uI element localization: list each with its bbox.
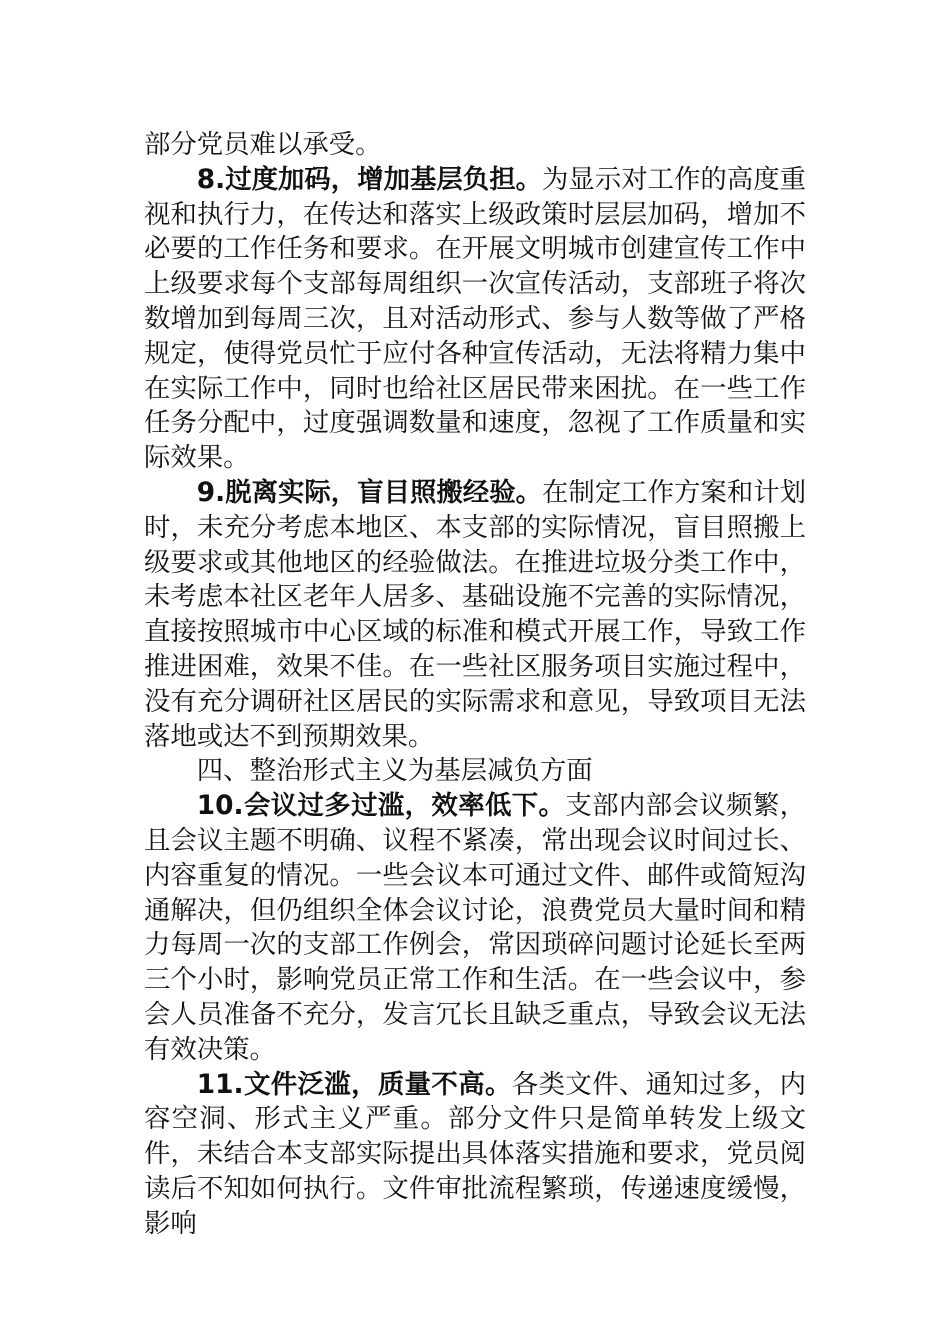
paragraph-text: 为显示对工作的高度重视和执行力，在传达和落实上级政策时层层加码，增加不必要的工作任务和要求。在开展文明城市创建宣传工作中上级要求每个支部每周组织一次宣传活动，支部班子将次数增加到每周三次，且对活动形式、参与人数等做了严格规定，使得党员忙于应付各种宣传活动，无法将精力集中在实际工作中，同时也给社区居民带来困扰。在一些工作任务分配中，过度强调数量和速度，忽视了工作质量和实际效果。 [144, 163, 807, 474]
paragraph-continuation [144, 128, 806, 163]
paragraph-text: 各类文件、通知过多，内容空洞、形式主义严重。部分文件只是简单转发上级文件，未结合本支部实际提出具体落实措施和要求，党员阅读后不知如何执行。文件审批流程繁琐，传递速度缓慢，影响 [144, 1068, 807, 1239]
section-heading [144, 754, 806, 789]
paragraph-text: 支部内部会议频繁，且会议主题不明确、议程不紧凑，常出现会议时间过长、内容重复的情况。一些会议本可通过文件、邮件或简短沟通解决，但仍组织全体会议讨论，浪费党员大量时间和精力每周一次的支部工作例会，常因琐碎问题讨论延长至两三个小时，影响党员正常工作和生活。在一些会议中，参会人员准备不充分，发言冗长且缺乏重点，导致会议无法有效决策。 [144, 790, 807, 1065]
paragraph-lead-heading: 8.过度加码，增加基层负担。 [196, 163, 543, 195]
paragraph-text: 部分党员难以承受。 [144, 129, 382, 160]
section-heading-text: 四、整治形式主义为基层减负方面 [196, 755, 593, 787]
paragraph-lead-heading: 9.脱离实际，盲目照搬经验。 [196, 476, 543, 508]
paragraph-item-10 [144, 789, 806, 1067]
paragraph-item-9 [144, 476, 806, 754]
paragraph-lead-heading: 11.文件泛滥，质量不高。 [196, 1068, 512, 1100]
paragraph-text: 在制定工作方案和计划时，未充分考虑本地区、本支部的实际情况，盲目照搬上级要求或其他地区的经验做法。在推进垃圾分类工作中，未考虑本社区老年人居多、基础设施不完善的实际情况，直接按照城市中心区域的标准和模式开展工作，导致工作推进困难，效果不佳。在一些社区服务项目实施过程中，没有充分调研社区居民的实际需求和意见，导致项目无法落地或达不到预期效果。 [144, 476, 807, 752]
paragraph-item-11 [144, 1068, 806, 1242]
paragraph-item-8 [144, 163, 806, 476]
document-body [144, 128, 806, 1242]
paragraph-lead-heading: 10.会议过多过滥，效率低下。 [196, 790, 566, 822]
